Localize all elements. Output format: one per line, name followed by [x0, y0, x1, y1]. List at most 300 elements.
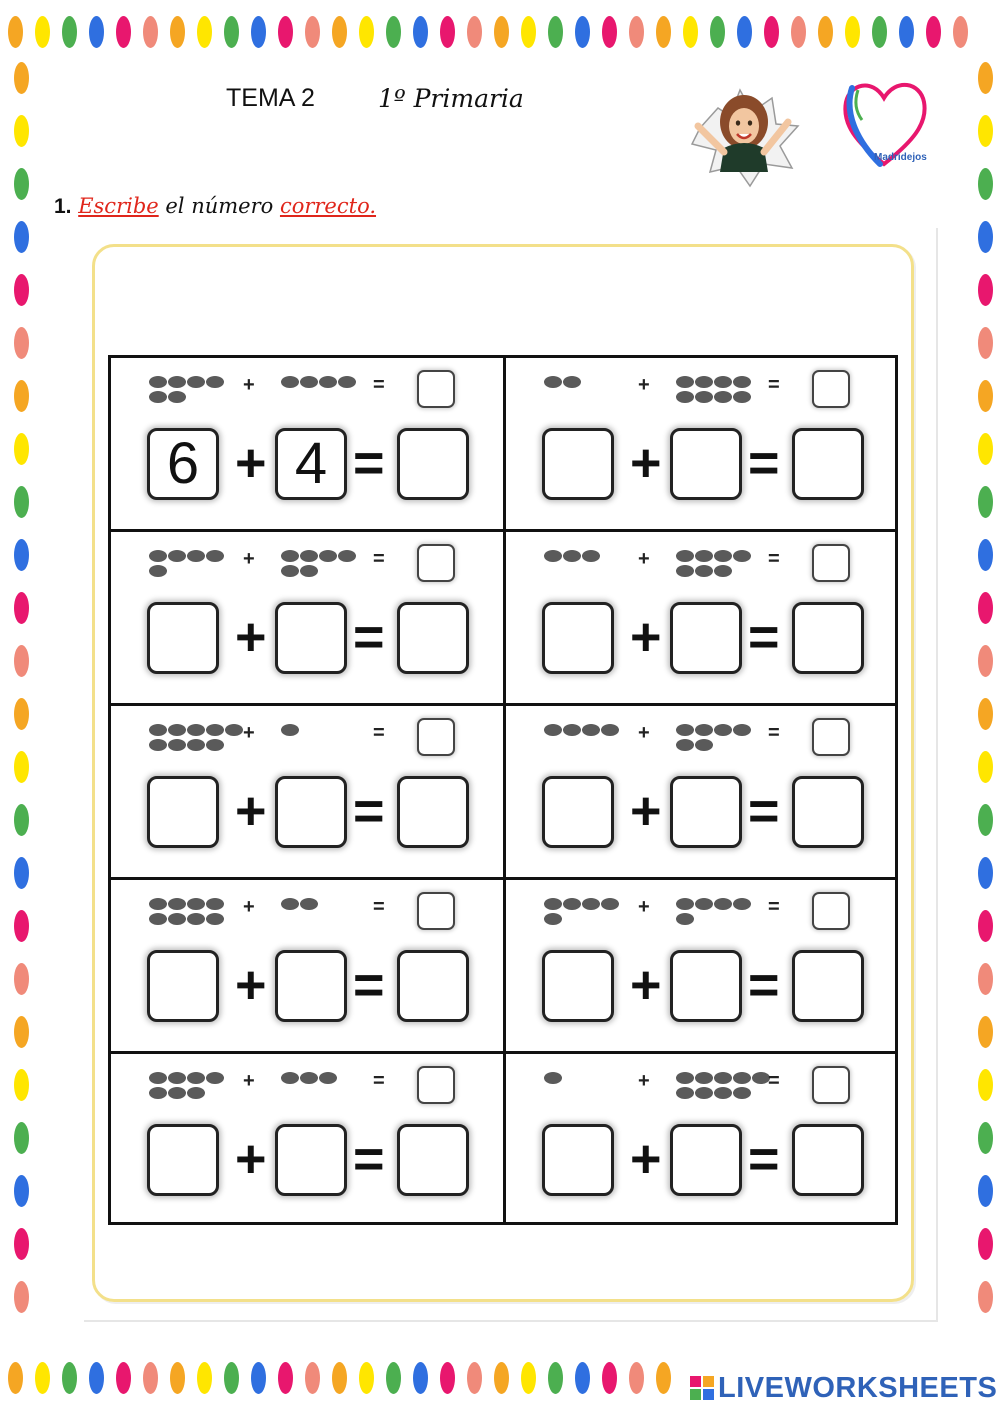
- border-dot: [14, 1175, 29, 1207]
- problem-cell: [111, 358, 504, 530]
- counting-stone: [563, 376, 581, 388]
- small-plus-sign: +: [638, 374, 650, 396]
- instruction-object: correcto.: [279, 194, 377, 218]
- second-addend-box[interactable]: [275, 776, 347, 848]
- counting-stone: [714, 550, 732, 562]
- counting-stone: [225, 724, 243, 736]
- second-addend-box[interactable]: [670, 602, 742, 674]
- counting-stone: [676, 898, 694, 910]
- border-dot: [14, 910, 29, 942]
- counting-stone: [733, 550, 751, 562]
- border-dot: [224, 16, 239, 48]
- border-dot: [14, 857, 29, 889]
- counting-stone: [338, 550, 356, 562]
- border-dot: [14, 963, 29, 995]
- border-dot: [791, 16, 806, 48]
- plus-sign: +: [630, 433, 662, 493]
- counting-stone: [714, 724, 732, 736]
- counting-stone: [695, 391, 713, 403]
- border-dot: [899, 16, 914, 48]
- border-dot: [116, 1362, 131, 1394]
- counting-stone: [149, 565, 167, 577]
- counting-stone: [582, 898, 600, 910]
- counting-stone: [733, 724, 751, 736]
- counting-stone: [187, 1087, 205, 1099]
- border-dot: [251, 1362, 266, 1394]
- sum-answer-box[interactable]: [397, 776, 469, 848]
- counting-stone: [300, 550, 318, 562]
- counting-stone: [544, 913, 562, 925]
- border-dot: [467, 1362, 482, 1394]
- border-dot: [683, 16, 698, 48]
- counting-stone: [544, 898, 562, 910]
- border-dot: [494, 16, 509, 48]
- equals-sign: =: [353, 955, 385, 1015]
- equals-sign: =: [748, 955, 780, 1015]
- border-dot: [143, 16, 158, 48]
- border-dot: [656, 16, 671, 48]
- plus-sign: +: [235, 433, 267, 493]
- small-equals-sign: =: [768, 1070, 780, 1092]
- counting-stone: [733, 391, 751, 403]
- counting-stone: [563, 898, 581, 910]
- border-dot: [978, 1281, 993, 1313]
- border-dot: [440, 16, 455, 48]
- counting-stone: [168, 1087, 186, 1099]
- first-addend-box[interactable]: [147, 1124, 219, 1196]
- border-dot: [978, 62, 993, 94]
- border-dot: [359, 16, 374, 48]
- counting-stone: [187, 724, 205, 736]
- second-addend-box[interactable]: [670, 776, 742, 848]
- topic-label: TEMA 2: [226, 84, 315, 112]
- counting-stone: [168, 1072, 186, 1084]
- border-dot: [14, 698, 29, 730]
- counting-stone: [676, 1087, 694, 1099]
- liveworksheets-logo-icon: [690, 1376, 714, 1400]
- counting-stone: [187, 898, 205, 910]
- counting-stone: [544, 550, 562, 562]
- border-dot: [978, 1069, 993, 1101]
- border-dot: [978, 433, 993, 465]
- counting-stone: [281, 376, 299, 388]
- small-plus-sign: +: [638, 548, 650, 570]
- border-dot: [978, 963, 993, 995]
- border-dot: [737, 16, 752, 48]
- plus-sign: +: [235, 607, 267, 667]
- counting-stone: [187, 376, 205, 388]
- border-dot: [602, 1362, 617, 1394]
- counting-stone: [714, 391, 732, 403]
- small-equals-sign: =: [373, 1070, 385, 1092]
- counting-stone: [695, 739, 713, 751]
- counting-stone: [149, 1072, 167, 1084]
- small-equals-sign: =: [768, 548, 780, 570]
- border-dot: [926, 16, 941, 48]
- border-dot: [978, 221, 993, 253]
- plus-sign: +: [235, 955, 267, 1015]
- border-dot: [14, 1228, 29, 1260]
- border-dot: [14, 380, 29, 412]
- border-dot: [14, 1281, 29, 1313]
- counting-stone: [168, 376, 186, 388]
- border-dot: [14, 645, 29, 677]
- counting-stone: [582, 724, 600, 736]
- first-addend-box[interactable]: [542, 776, 614, 848]
- border-dot: [14, 1122, 29, 1154]
- border-dot: [467, 16, 482, 48]
- small-answer-box[interactable]: [812, 544, 850, 582]
- first-addend-box[interactable]: 6: [147, 428, 219, 500]
- border-dot: [978, 1175, 993, 1207]
- counting-stone: [149, 739, 167, 751]
- problem-cell: [111, 1054, 504, 1226]
- first-addend-box[interactable]: [147, 776, 219, 848]
- counting-stone: [206, 913, 224, 925]
- sum-answer-box[interactable]: [397, 602, 469, 674]
- counting-stone: [676, 739, 694, 751]
- counting-stone: [544, 724, 562, 736]
- counting-stone: [695, 1072, 713, 1084]
- border-dot: [386, 1362, 401, 1394]
- counting-stone: [168, 898, 186, 910]
- border-dot: [629, 16, 644, 48]
- border-dot: [278, 1362, 293, 1394]
- small-answer-box[interactable]: [812, 718, 850, 756]
- counting-stone: [206, 724, 224, 736]
- sum-answer-box[interactable]: [792, 950, 864, 1022]
- small-answer-box[interactable]: [812, 1066, 850, 1104]
- border-dot: [14, 115, 29, 147]
- second-addend-box[interactable]: [670, 428, 742, 500]
- counting-stone: [168, 739, 186, 751]
- border-dot: [764, 16, 779, 48]
- border-dot: [978, 592, 993, 624]
- border-dot: [359, 1362, 374, 1394]
- counting-stone: [187, 550, 205, 562]
- counting-stone: [676, 550, 694, 562]
- counting-stone: [563, 724, 581, 736]
- border-dot: [953, 16, 968, 48]
- border-dot: [62, 16, 77, 48]
- small-equals-sign: =: [768, 896, 780, 918]
- equals-sign: =: [353, 1129, 385, 1189]
- border-dot: [332, 1362, 347, 1394]
- equals-sign: =: [748, 433, 780, 493]
- sum-answer-box[interactable]: [792, 602, 864, 674]
- sum-answer-box[interactable]: [397, 428, 469, 500]
- border-dot: [62, 1362, 77, 1394]
- border-dot: [8, 16, 23, 48]
- sum-answer-box[interactable]: [792, 776, 864, 848]
- small-answer-box[interactable]: [812, 370, 850, 408]
- second-addend-box[interactable]: [670, 1124, 742, 1196]
- border-dot: [35, 1362, 50, 1394]
- small-plus-sign: +: [243, 1070, 255, 1092]
- border-dot: [14, 486, 29, 518]
- counting-stone: [300, 565, 318, 577]
- plus-sign: +: [235, 1129, 267, 1189]
- small-plus-sign: +: [638, 1070, 650, 1092]
- border-dot: [116, 16, 131, 48]
- counting-stone: [187, 1072, 205, 1084]
- border-dot: [978, 380, 993, 412]
- plus-sign: +: [630, 607, 662, 667]
- small-answer-box[interactable]: [417, 892, 455, 930]
- small-plus-sign: +: [638, 722, 650, 744]
- border-dot: [305, 16, 320, 48]
- small-answer-box[interactable]: [417, 1066, 455, 1104]
- counting-stone: [601, 898, 619, 910]
- instruction-verb: Escribe: [78, 194, 159, 218]
- border-dot: [197, 1362, 212, 1394]
- counting-stone: [714, 898, 732, 910]
- border-dot: [386, 16, 401, 48]
- border-dot: [197, 16, 212, 48]
- counting-stone: [319, 550, 337, 562]
- small-equals-sign: =: [768, 722, 780, 744]
- counting-stone: [676, 391, 694, 403]
- border-dot: [521, 1362, 536, 1394]
- border-dot: [978, 115, 993, 147]
- border-dot: [14, 1069, 29, 1101]
- counting-stone: [733, 376, 751, 388]
- problem-cell: [111, 532, 504, 704]
- border-dot: [224, 1362, 239, 1394]
- border-dot: [521, 16, 536, 48]
- counting-stone: [149, 898, 167, 910]
- logo-text: Madridejos: [874, 152, 927, 163]
- counting-stone: [206, 550, 224, 562]
- counting-stone: [695, 898, 713, 910]
- small-plus-sign: +: [243, 896, 255, 918]
- border-dot: [656, 1362, 671, 1394]
- border-dot: [548, 16, 563, 48]
- first-addend-box[interactable]: [542, 602, 614, 674]
- sum-answer-box[interactable]: [792, 1124, 864, 1196]
- counting-stone: [319, 376, 337, 388]
- border-dot: [14, 1016, 29, 1048]
- second-addend-box[interactable]: [275, 950, 347, 1022]
- equals-sign: =: [748, 607, 780, 667]
- counting-stone: [281, 565, 299, 577]
- border-dot: [978, 910, 993, 942]
- counting-stone: [149, 391, 167, 403]
- border-dot: [14, 168, 29, 200]
- counting-stone: [149, 724, 167, 736]
- small-answer-box[interactable]: [417, 544, 455, 582]
- problem-cell: [111, 706, 504, 878]
- counting-stone: [206, 739, 224, 751]
- counting-stone: [714, 1072, 732, 1084]
- border-dot: [14, 327, 29, 359]
- border-dot: [978, 486, 993, 518]
- border-dot: [602, 16, 617, 48]
- first-addend-box[interactable]: [542, 950, 614, 1022]
- border-dot: [413, 1362, 428, 1394]
- border-dot: [305, 1362, 320, 1394]
- equals-sign: =: [748, 1129, 780, 1189]
- border-dot: [251, 16, 266, 48]
- counting-stone: [168, 724, 186, 736]
- problem-cell: [111, 880, 504, 1052]
- small-answer-box[interactable]: [417, 370, 455, 408]
- border-dot: [14, 539, 29, 571]
- plus-sign: +: [630, 1129, 662, 1189]
- border-dot: [14, 751, 29, 783]
- counting-stone: [676, 565, 694, 577]
- border-dot: [978, 751, 993, 783]
- plus-sign: +: [630, 781, 662, 841]
- counting-stone: [733, 898, 751, 910]
- second-addend-box[interactable]: [670, 950, 742, 1022]
- counting-stone: [187, 739, 205, 751]
- exercise-number: 1.: [54, 195, 72, 218]
- counting-stone: [714, 565, 732, 577]
- border-dot: [978, 1122, 993, 1154]
- second-addend-box[interactable]: 4: [275, 428, 347, 500]
- small-plus-sign: +: [243, 548, 255, 570]
- border-dot: [14, 804, 29, 836]
- border-dot: [978, 1016, 993, 1048]
- counting-stone: [695, 724, 713, 736]
- madridejos-heart-logo: [836, 68, 932, 176]
- small-answer-box[interactable]: [417, 718, 455, 756]
- border-dot: [170, 1362, 185, 1394]
- sum-answer-box[interactable]: [397, 1124, 469, 1196]
- problem-cell: [506, 880, 899, 1052]
- counting-stone: [695, 1087, 713, 1099]
- equals-sign: =: [353, 433, 385, 493]
- counting-stone: [676, 913, 694, 925]
- border-dot: [8, 1362, 23, 1394]
- counting-stone: [206, 898, 224, 910]
- small-answer-box[interactable]: [812, 892, 850, 930]
- counting-stone: [187, 913, 205, 925]
- plus-sign: +: [630, 955, 662, 1015]
- counting-stone: [206, 376, 224, 388]
- counting-stone: [676, 376, 694, 388]
- first-addend-box[interactable]: [542, 428, 614, 500]
- border-dot: [14, 62, 29, 94]
- border-dot: [548, 1362, 563, 1394]
- problem-cell: [506, 1054, 899, 1226]
- counting-stone: [319, 1072, 337, 1084]
- counting-stone: [281, 550, 299, 562]
- first-addend-box[interactable]: [147, 950, 219, 1022]
- small-equals-sign: =: [373, 722, 385, 744]
- border-dot: [978, 698, 993, 730]
- counting-stone: [601, 724, 619, 736]
- border-dot: [845, 16, 860, 48]
- small-equals-sign: =: [768, 374, 780, 396]
- border-dot: [978, 1228, 993, 1260]
- counting-stone: [695, 550, 713, 562]
- border-dot: [575, 16, 590, 48]
- counting-stone: [544, 1072, 562, 1084]
- counting-stone: [582, 550, 600, 562]
- counting-stone: [695, 376, 713, 388]
- counting-stone: [676, 1072, 694, 1084]
- border-dot: [332, 16, 347, 48]
- teacher-avatar-image: [680, 68, 810, 188]
- border-dot: [278, 16, 293, 48]
- border-dot: [35, 16, 50, 48]
- counting-stone: [733, 1087, 751, 1099]
- border-dot: [818, 16, 833, 48]
- first-addend-box[interactable]: [147, 602, 219, 674]
- small-equals-sign: =: [373, 548, 385, 570]
- border-dot: [710, 16, 725, 48]
- equals-sign: =: [353, 781, 385, 841]
- small-equals-sign: =: [373, 374, 385, 396]
- border-dot: [170, 16, 185, 48]
- border-dot: [14, 592, 29, 624]
- counting-stone: [695, 565, 713, 577]
- border-dot: [978, 274, 993, 306]
- counting-stone: [714, 1087, 732, 1099]
- plus-sign: +: [235, 781, 267, 841]
- counting-stone: [300, 376, 318, 388]
- border-dot: [872, 16, 887, 48]
- sum-answer-box[interactable]: [792, 428, 864, 500]
- equals-sign: =: [748, 781, 780, 841]
- addition-grid: [108, 355, 898, 1225]
- border-dot: [978, 645, 993, 677]
- border-dot: [494, 1362, 509, 1394]
- first-addend-box[interactable]: [542, 1124, 614, 1196]
- sum-answer-box[interactable]: [397, 950, 469, 1022]
- page-edge-shadow: [936, 228, 938, 1320]
- border-dot: [14, 274, 29, 306]
- counting-stone: [149, 1087, 167, 1099]
- page-edge-shadow-bottom: [84, 1320, 938, 1322]
- counting-stone: [281, 1072, 299, 1084]
- counting-stone: [733, 1072, 751, 1084]
- problem-cell: [506, 532, 899, 704]
- border-dot: [14, 221, 29, 253]
- counting-stone: [714, 376, 732, 388]
- second-addend-box[interactable]: [275, 1124, 347, 1196]
- border-dot: [978, 539, 993, 571]
- border-dot: [143, 1362, 158, 1394]
- second-addend-box[interactable]: [275, 602, 347, 674]
- exercise-instruction: [54, 194, 376, 219]
- border-dot: [978, 327, 993, 359]
- counting-stone: [544, 376, 562, 388]
- counting-stone: [149, 550, 167, 562]
- counting-stone: [563, 550, 581, 562]
- small-plus-sign: +: [638, 896, 650, 918]
- counting-stone: [281, 724, 299, 736]
- liveworksheets-brand: LIVEWORKSHEETS: [718, 1372, 998, 1404]
- small-equals-sign: =: [373, 896, 385, 918]
- counting-stone: [149, 913, 167, 925]
- counting-stone: [168, 913, 186, 925]
- border-dot: [629, 1362, 644, 1394]
- counting-stone: [206, 1072, 224, 1084]
- problem-cell: [506, 358, 899, 530]
- border-dot: [978, 804, 993, 836]
- problem-cell: [506, 706, 899, 878]
- border-dot: [575, 1362, 590, 1394]
- counting-stone: [300, 1072, 318, 1084]
- instruction-middle: el número: [158, 194, 280, 218]
- border-dot: [978, 168, 993, 200]
- counting-stone: [149, 376, 167, 388]
- counting-stone: [281, 898, 299, 910]
- border-dot: [89, 1362, 104, 1394]
